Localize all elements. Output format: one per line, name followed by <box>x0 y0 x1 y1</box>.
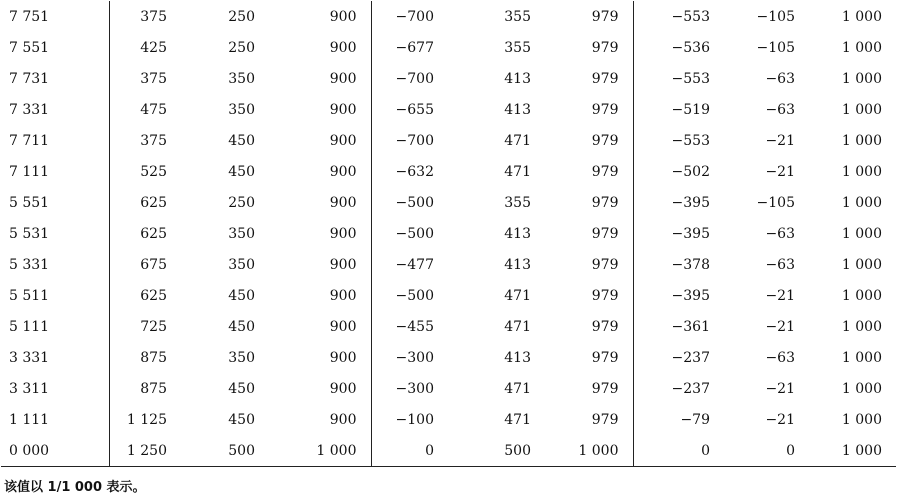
table-cell: 725 <box>140 318 167 335</box>
table-row <box>1 1 896 32</box>
table-cell: 979 <box>545 249 633 280</box>
table-cell: 500 <box>448 435 545 467</box>
table-cell: 979 <box>545 373 633 404</box>
table-cell: −63 <box>765 101 795 118</box>
table-cell: 413 <box>504 101 531 118</box>
table-cell: −21 <box>765 163 795 180</box>
table-cell: 413 <box>504 70 531 87</box>
table-cell: 5 531 <box>1 218 109 249</box>
table-cell: 1 000 <box>841 349 882 366</box>
table-cell: 350 <box>228 256 255 273</box>
table-cell: 413 <box>504 349 531 366</box>
table-cell: 471 <box>504 132 531 149</box>
table-cell: −378 <box>671 256 710 273</box>
table-cell: −500 <box>395 225 434 242</box>
table-cell: 1 000 <box>269 435 371 467</box>
table-cell: 979 <box>545 218 633 249</box>
table-cell: 355 <box>504 194 531 211</box>
table-cell: 413 <box>504 225 531 242</box>
table-cell: 355 <box>504 8 531 25</box>
table-cell: 875 <box>140 380 167 397</box>
table-cell: −700 <box>395 70 434 87</box>
table-cell: 450 <box>228 163 255 180</box>
table-cell: 900 <box>269 280 371 311</box>
table-cell: −553 <box>671 132 710 149</box>
table-cell: 350 <box>228 70 255 87</box>
table-cell: 979 <box>545 63 633 94</box>
table-cell: 250 <box>228 194 255 211</box>
table-cell: 7 751 <box>1 1 109 32</box>
table-cell: 625 <box>140 225 167 242</box>
table-cell: 900 <box>269 342 371 373</box>
table-cell: −500 <box>395 287 434 304</box>
table-cell: 350 <box>228 101 255 118</box>
table-cell: −455 <box>395 318 434 335</box>
table-cell: 979 <box>545 280 633 311</box>
table-cell: 900 <box>269 249 371 280</box>
table-cell: 1 000 <box>841 287 882 304</box>
table-cell: −655 <box>395 101 434 118</box>
table-cell: 7 711 <box>1 125 109 156</box>
data-table-container <box>1 1 896 467</box>
table-cell: 5 551 <box>1 187 109 218</box>
table-cell: −63 <box>765 225 795 242</box>
table-cell: −700 <box>395 132 434 149</box>
table-cell: 525 <box>140 163 167 180</box>
table-row <box>1 218 896 249</box>
data-table <box>1 1 896 467</box>
table-cell: 5 331 <box>1 249 109 280</box>
table-cell: 1 000 <box>841 194 882 211</box>
table-cell: 979 <box>545 311 633 342</box>
table-cell: 3 311 <box>1 373 109 404</box>
table-cell: −63 <box>765 70 795 87</box>
table-cell: 1 125 <box>126 411 167 428</box>
table-cell: 450 <box>228 318 255 335</box>
table-cell: 675 <box>140 256 167 273</box>
table-cell: −237 <box>671 349 710 366</box>
table-cell: 350 <box>228 349 255 366</box>
table-cell: 900 <box>269 32 371 63</box>
table-cell: 250 <box>228 8 255 25</box>
table-cell: 471 <box>504 380 531 397</box>
table-cell: 1 000 <box>545 435 633 467</box>
table-cell: −21 <box>765 380 795 397</box>
table-cell: 450 <box>228 132 255 149</box>
table-cell: 900 <box>269 218 371 249</box>
table-cell: −519 <box>671 101 710 118</box>
table-cell: 471 <box>504 318 531 335</box>
table-cell: 471 <box>504 287 531 304</box>
table-row <box>1 156 896 187</box>
footnote: 该值以 1/1 000 表示。 <box>4 480 146 495</box>
table-cell: 979 <box>545 125 633 156</box>
table-cell: 900 <box>269 125 371 156</box>
table-cell: −79 <box>680 411 710 428</box>
table-cell: −105 <box>756 194 795 211</box>
table-cell: 1 000 <box>841 225 882 242</box>
table-cell: 875 <box>140 349 167 366</box>
table-cell: 425 <box>140 39 167 56</box>
table-cell: 625 <box>140 194 167 211</box>
table-cell: 1 000 <box>841 411 882 428</box>
table-cell: 1 000 <box>841 163 882 180</box>
table-cell: −700 <box>395 8 434 25</box>
table-cell: 1 111 <box>1 404 109 435</box>
table-cell: 900 <box>269 373 371 404</box>
table-cell: 900 <box>269 94 371 125</box>
table-row <box>1 311 896 342</box>
table-cell: −395 <box>671 194 710 211</box>
table-cell: 900 <box>269 187 371 218</box>
table-row <box>1 280 896 311</box>
table-cell: 1 000 <box>809 435 896 467</box>
table-cell: 0 <box>633 435 724 467</box>
table-cell: 3 331 <box>1 342 109 373</box>
table-row <box>1 187 896 218</box>
table-row <box>1 342 896 373</box>
table-cell: 1 000 <box>841 8 882 25</box>
table-cell: 350 <box>228 225 255 242</box>
table-cell: −553 <box>671 70 710 87</box>
table-cell: 1 000 <box>841 101 882 118</box>
table-cell: −21 <box>765 132 795 149</box>
table-cell: −502 <box>671 163 710 180</box>
table-cell: −395 <box>671 287 710 304</box>
table-row <box>1 125 896 156</box>
table-cell: 0 <box>371 435 448 467</box>
table-cell: 979 <box>545 404 633 435</box>
table-cell: 7 551 <box>1 32 109 63</box>
table-row <box>1 94 896 125</box>
table-cell: 979 <box>545 32 633 63</box>
table-cell: −395 <box>671 225 710 242</box>
table-row <box>1 63 896 94</box>
table-cell: 979 <box>545 187 633 218</box>
table-cell: 900 <box>269 156 371 187</box>
table-cell: 1 000 <box>841 318 882 335</box>
table-cell: 471 <box>504 163 531 180</box>
table-row <box>1 32 896 63</box>
table-body <box>1 1 896 467</box>
table-cell: −63 <box>765 256 795 273</box>
table-cell: 979 <box>545 156 633 187</box>
table-cell: −632 <box>395 163 434 180</box>
table-row <box>1 249 896 280</box>
table-cell: 1 000 <box>841 256 882 273</box>
table-cell: 7 731 <box>1 63 109 94</box>
table-cell: −21 <box>765 318 795 335</box>
table-cell: 475 <box>140 101 167 118</box>
table-cell: 375 <box>140 8 167 25</box>
table-row <box>1 373 896 404</box>
table-cell: 355 <box>504 39 531 56</box>
table-row <box>1 404 896 435</box>
table-cell: 5 511 <box>1 280 109 311</box>
table-cell: −361 <box>671 318 710 335</box>
table-cell: −21 <box>765 411 795 428</box>
table-cell: 625 <box>140 287 167 304</box>
table-cell: 900 <box>269 1 371 32</box>
table-cell: −536 <box>671 39 710 56</box>
table-cell: 500 <box>181 435 269 467</box>
table-cell: −477 <box>395 256 434 273</box>
table-cell: 900 <box>269 63 371 94</box>
table-cell: −237 <box>671 380 710 397</box>
table-cell: −300 <box>395 380 434 397</box>
table-cell: 413 <box>504 256 531 273</box>
table-cell: 1 000 <box>841 132 882 149</box>
table-cell: 979 <box>545 1 633 32</box>
table-cell: 1 000 <box>841 70 882 87</box>
table-cell: −677 <box>395 39 434 56</box>
table-cell: 1 000 <box>841 39 882 56</box>
table-cell: 979 <box>545 94 633 125</box>
table-cell: 900 <box>269 404 371 435</box>
table-cell: 375 <box>140 70 167 87</box>
table-cell: −100 <box>395 411 434 428</box>
table-cell: 1 250 <box>109 435 181 467</box>
table-cell: 900 <box>269 311 371 342</box>
table-row <box>1 435 896 467</box>
table-cell: −63 <box>765 349 795 366</box>
table-cell: −21 <box>765 287 795 304</box>
table-cell: −500 <box>395 194 434 211</box>
table-cell: 250 <box>228 39 255 56</box>
table-cell: 0 <box>724 435 809 467</box>
table-cell: 375 <box>140 132 167 149</box>
table-cell: 7 331 <box>1 94 109 125</box>
table-cell: 979 <box>545 342 633 373</box>
table-cell: 0 000 <box>1 435 109 467</box>
table-cell: 1 000 <box>841 380 882 397</box>
table-cell: 7 111 <box>1 156 109 187</box>
table-cell: 471 <box>504 411 531 428</box>
table-cell: −105 <box>756 8 795 25</box>
table-cell: 450 <box>228 380 255 397</box>
table-cell: −300 <box>395 349 434 366</box>
table-cell: 450 <box>228 287 255 304</box>
table-cell: −553 <box>671 8 710 25</box>
table-cell: 450 <box>228 411 255 428</box>
table-cell: 5 111 <box>1 311 109 342</box>
table-cell: −105 <box>756 39 795 56</box>
